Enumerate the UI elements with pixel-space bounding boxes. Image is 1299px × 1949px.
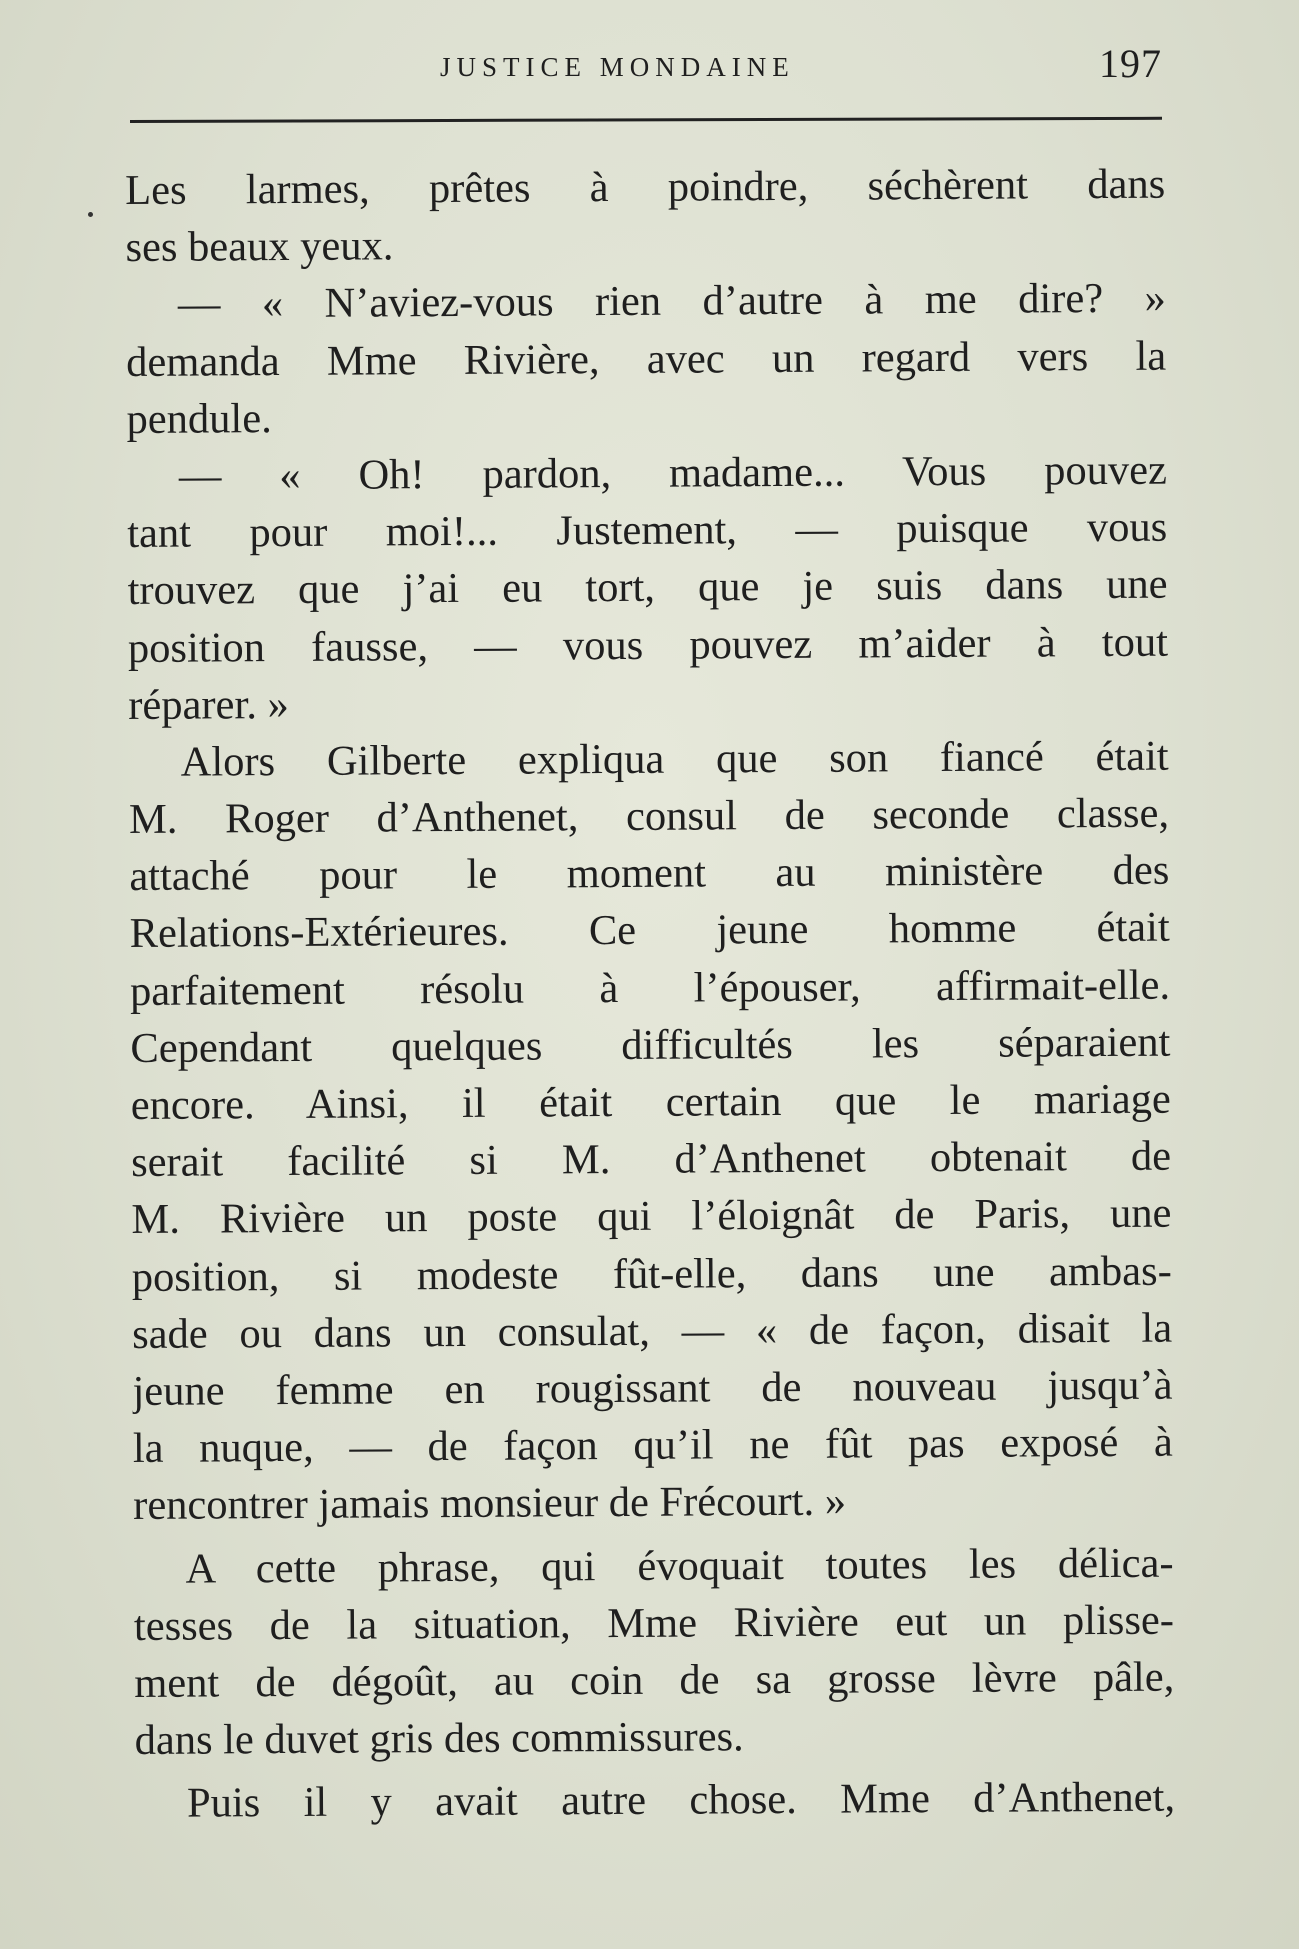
text-line: position, si modeste fût-elle, dans une ambas-: [131, 1247, 1172, 1301]
text-line: encore. Ainsi, il était certain que le mariage: [130, 1075, 1171, 1129]
running-title: JUSTICE MONDAINE: [440, 52, 795, 82]
page-header: [130, 38, 1162, 98]
text-line: jeune femme en rougissant de nouveau jusqu’à: [132, 1361, 1173, 1415]
text-line: — « Oh! pardon, madame... Vous pouvez: [178, 446, 1168, 500]
text-line: position fausse, — vous pouvez m’aider à tout: [127, 618, 1169, 672]
text-line: la nuque, — de façon qu’il ne fût pas exposé à: [132, 1418, 1173, 1473]
text-line: Cependant quelques difficultés les séparaient: [130, 1018, 1171, 1072]
text-line: attaché pour le moment au ministère des: [129, 846, 1170, 901]
page-number: 197: [1099, 41, 1162, 86]
text-line: trouvez que j’ai eu tort, que je suis dans une: [127, 560, 1168, 615]
text-line: dans le duvet gris des commissures.: [134, 1713, 744, 1765]
text-line: A cette phrase, qui évoquait toutes les délica-: [185, 1539, 1174, 1593]
text-line: Alors Gilberte expliqua que son fiancé était: [180, 732, 1169, 786]
text-line: tant pour moi!... Justement, — puisque vous: [127, 503, 1168, 558]
text-line: M. Rivière un poste qui l’éloignât de Paris, une: [131, 1190, 1172, 1244]
text-line: rencontrer jamais monsieur de Frécourt. »: [133, 1477, 847, 1530]
text-line: ment de dégoût, au coin de sa grosse lèvre pâle,: [134, 1653, 1175, 1707]
text-line: — « N’aviez-vous rien d’autre à me dire? »: [177, 275, 1166, 329]
body-text: [125, 156, 1176, 1932]
text-line: Puis il y avait autre chose. Mme d’Anthenet,: [186, 1773, 1176, 1827]
text-line: tesses de la situation, Mme Rivière eut un plisse-: [133, 1596, 1175, 1650]
text-line: parfaitement résolu à l’épouser, affirmait-elle.: [129, 961, 1171, 1015]
text-line: Relations-Extérieures. Ce jeune homme était: [129, 904, 1170, 958]
header-rule: [130, 117, 1162, 123]
text-line: sade ou dans un consulat, — « de façon, disait la: [132, 1304, 1173, 1358]
text-line: réparer. »: [128, 680, 289, 729]
text-line: M. Roger d’Anthenet, consul de seconde classe,: [128, 789, 1170, 844]
margin-mark: [88, 212, 93, 217]
text-line: pendule.: [126, 394, 272, 443]
text-line: serait facilité si M. d’Anthenet obtenait de: [130, 1132, 1172, 1187]
text-line: demanda Mme Rivière, avec un regard vers la: [126, 332, 1167, 386]
text-line: ses beaux yeux.: [125, 222, 394, 272]
text-line: Les larmes, prêtes à poindre, séchèrent dans: [125, 160, 1166, 214]
